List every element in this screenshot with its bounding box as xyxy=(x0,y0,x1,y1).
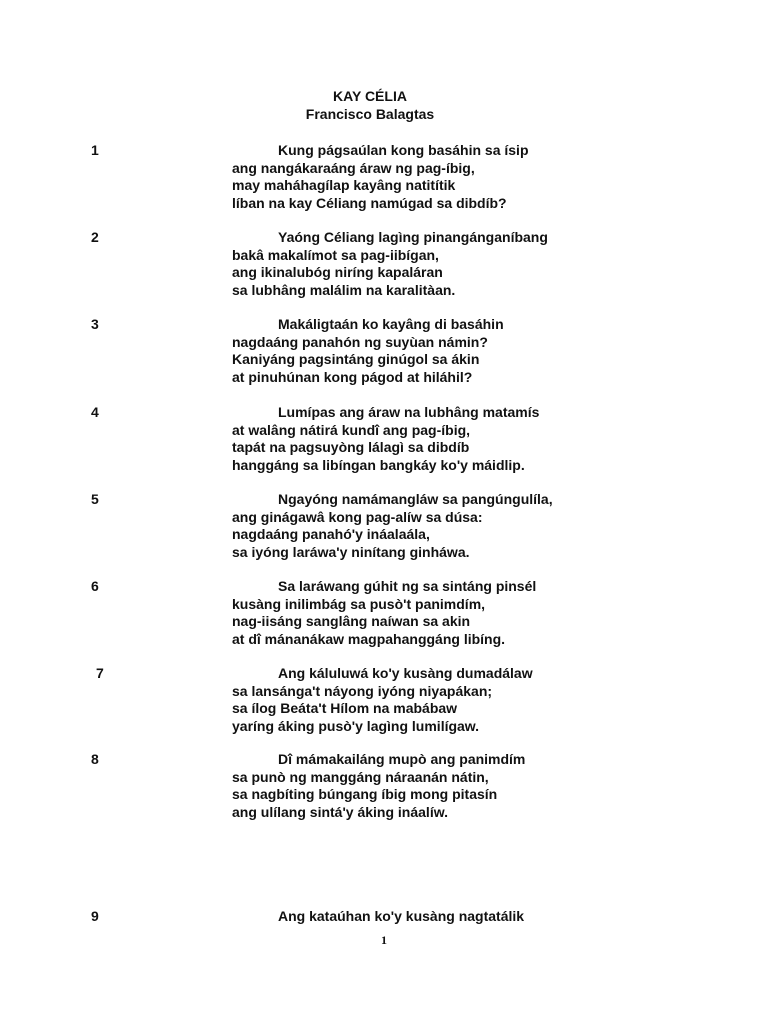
verse-line: Ang káluluwá ko'y kusàng dumadálaw xyxy=(278,665,533,681)
stanza-number: 1 xyxy=(91,142,99,158)
verse-line: Ngayóng namámangláw sa pangúngulíla, xyxy=(278,491,553,507)
stanza-lines xyxy=(232,665,533,735)
stanza xyxy=(0,751,768,823)
stanza-lines xyxy=(232,404,539,474)
verse-line: Dî mámakailáng mupò ang panimdím xyxy=(278,751,526,767)
verse-line: sa lansánga't náyong iyóng niyapákan; xyxy=(232,682,493,699)
poem-author: Francisco Balagtas xyxy=(305,106,435,122)
verse-line: nagdaáng panahón ng suyùan námin? xyxy=(232,333,488,350)
verse-line: sa lubhâng malálim na karalitàan. xyxy=(232,281,456,298)
stanza-lines xyxy=(232,751,525,821)
stanza-lines xyxy=(232,578,536,648)
verse-line: at walâng nátirá kundî ang pag-íbig, xyxy=(232,421,471,438)
verse-line: tapát na pagsuyòng lálagì sa dibdíb xyxy=(232,439,470,455)
stanza xyxy=(0,404,768,476)
stanza-number: 5 xyxy=(91,491,99,507)
verse-line: ang ikinalubóg niríng kapaláran xyxy=(232,264,443,280)
verse-line: nagdaáng panahó'y ináalaála, xyxy=(232,526,430,542)
verse-line: hanggáng sa libíngan bangkáy ko'y máidlip. xyxy=(232,456,525,473)
stanza xyxy=(0,229,768,301)
verse-line: Lumípas ang áraw na lubhâng matamís xyxy=(278,404,540,420)
verse-line: ang ginágawâ kong pag-alíw sa dúsa: xyxy=(232,508,483,525)
stanza xyxy=(0,491,768,563)
verse-line: Kaniyáng pagsintáng ginúgol sa ákin xyxy=(232,351,480,367)
verse-line: nag-iisáng sanglâng naíwan sa akin xyxy=(232,613,471,629)
stanza-number: 2 xyxy=(91,229,99,245)
stanza-number: 6 xyxy=(91,578,99,594)
stanza-number: 7 xyxy=(96,665,104,681)
stanza-number: 9 xyxy=(91,908,99,924)
verse-line: Makáligtaán ko kayâng di basáhin xyxy=(278,316,504,332)
verse-line: sa punò ng manggáng náraanán nátin, xyxy=(232,768,489,785)
stanza-lines xyxy=(232,491,553,561)
title-block xyxy=(0,87,740,123)
verse-line: Yaóng Céliang lagìng pinangánganíbang xyxy=(278,229,548,245)
stanza-number: 3 xyxy=(91,316,99,332)
stanza xyxy=(0,142,768,214)
stanza-lines xyxy=(232,142,529,212)
verse-line: yaríng áking pusò'y lagìng lumilígaw. xyxy=(232,717,480,734)
stanza xyxy=(0,578,768,650)
verse-line: kusàng inilimbág sa pusò't panimdím, xyxy=(232,595,486,612)
stanza-number: 4 xyxy=(91,404,99,420)
verse-line: at pinuhúnan kong págod at hiláhil? xyxy=(232,368,473,385)
poem-title: KAY CÉLIA xyxy=(333,88,407,104)
verse-line: may maháhagílap kayâng natitítik xyxy=(232,177,456,193)
stanza-lines xyxy=(232,316,504,386)
stanza xyxy=(0,665,768,737)
verse-line: sa iyóng laráwa'y ninítang ginháwa. xyxy=(232,543,470,560)
verse-line: Kung págsaúlan kong basáhin sa ísip xyxy=(278,142,529,158)
verse-line: Sa laráwang gúhit ng sa sintáng pinsél xyxy=(278,578,537,594)
verse-line: sa ílog Beáta't Hílom na mabábaw xyxy=(232,700,458,716)
verse-line: ang nangákaraáng áraw ng pag-íbig, xyxy=(232,159,475,176)
page-number: 1 xyxy=(381,933,387,947)
verse-line: Ang kataúhan ko'y kusàng nagtatálik xyxy=(278,908,525,924)
stanza-number: 8 xyxy=(91,751,99,767)
verse-line: at dî mánanákaw magpahanggáng libíng. xyxy=(232,630,506,647)
stanza xyxy=(0,316,768,388)
stanza-lines xyxy=(232,229,548,299)
verse-line: bakâ makalímot sa pag-iibígan, xyxy=(232,246,439,263)
verse-line: ang ulílang sintá'y áking ináalíw. xyxy=(232,803,448,820)
stanza-lines xyxy=(232,908,524,926)
verse-line: sa nagbíting búngang íbig mong pitasín xyxy=(232,786,498,802)
verse-line: líban na kay Céliang namúgad sa dibdíb? xyxy=(232,194,507,211)
